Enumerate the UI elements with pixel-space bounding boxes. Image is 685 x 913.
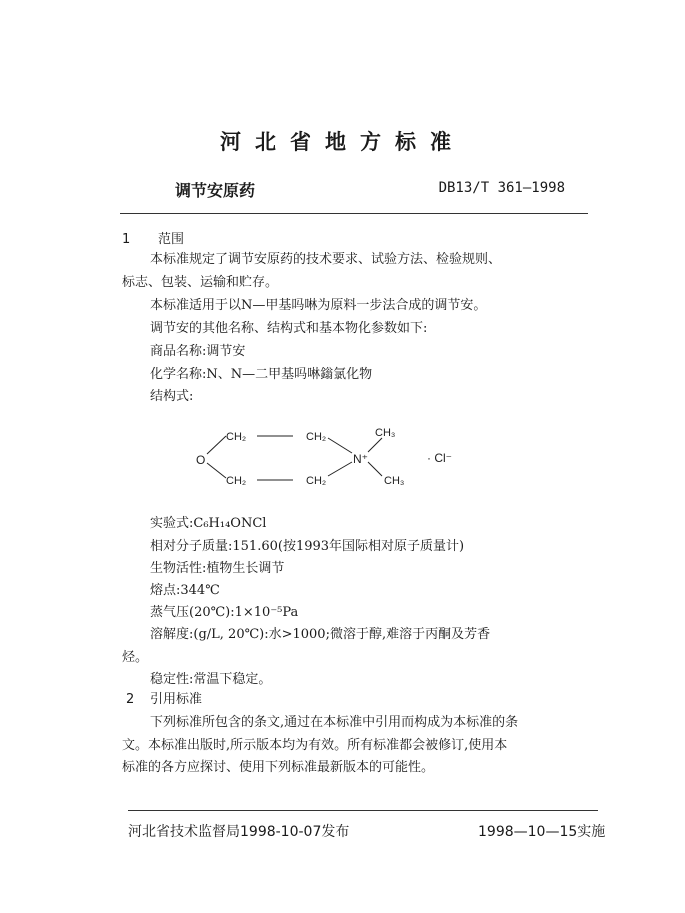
property-line: 生物活性:植物生长调节 [150,561,285,576]
nitrogen-cation: N⁺ [353,452,368,466]
document-name: 调节安原药 [175,181,256,200]
section-2-line: 文。本标准出版时,所示版本均为有效。所有标准都会被修订,使用本 [122,738,508,753]
chloride-anion: · Cl⁻ [427,451,452,465]
ch2-lower-left: CH₂ [226,475,247,487]
section-2-line: 下列标准所包含的条文,通过在本标准中引用而构成为本标准的条 [150,715,519,730]
property-line: 蒸气压(20℃):1×10⁻⁵Pa [150,605,299,620]
section-1-line: 商品名称:调节安 [150,344,246,359]
section-2-heading: 引用标准 [150,692,203,707]
section-1-heading: 范围 [158,232,185,247]
section-2-number: 2 [126,692,135,707]
footer-rule [128,810,598,811]
structural-formula [180,418,480,493]
effective-date: 1998—10—15实施 [478,824,606,840]
property-line: 烃。 [122,650,149,665]
section-1-line: 调节安的其他名称、结构式和基本物化参数如下: [150,321,428,336]
ch3-upper: CH₃ [375,427,396,439]
section-1-line: 结构式: [150,389,194,404]
section-1-line: 标志、包装、运输和贮存。 [122,275,279,290]
oxygen-atom: O [196,453,206,467]
document-code: DB13/T 361—1998 [438,180,565,196]
section-1-line: 化学名称:N、N—二甲基吗啉鎓氯化物 [150,367,373,382]
property-line: 溶解度:(g/L, 20℃):水>1000;微溶于醇,难溶于丙酮及芳香 [150,627,491,642]
section-1-number: 1 [122,232,131,247]
property-line: 熔点:344℃ [150,583,220,598]
ch2-upper-left: CH₂ [226,431,247,443]
section-2-line: 标准的各方应探讨、使用下列标准最新版本的可能性。 [122,760,435,775]
ch2-upper-right: CH₂ [306,431,327,443]
property-line: 相对分子质量:151.60(按1993年国际相对原子质量计) [150,539,465,554]
property-line: 实验式:C₆H₁₄ONCl [150,516,267,531]
standard-title: 河北省地方标准 [220,130,465,154]
property-line: 稳定性:常温下稳定。 [150,672,272,687]
section-1-line: 本标准规定了调节安原药的技术要求、试验方法、检验规则、 [150,252,502,267]
ch3-lower: CH₃ [384,475,405,487]
header-rule [120,213,588,214]
section-1-line: 本标准适用于以N—甲基吗啉为原料一步法合成的调节安。 [150,298,487,313]
issue-date: 河北省技术监督局1998-10-07发布 [128,824,350,840]
ch2-lower-right: CH₂ [306,475,327,487]
